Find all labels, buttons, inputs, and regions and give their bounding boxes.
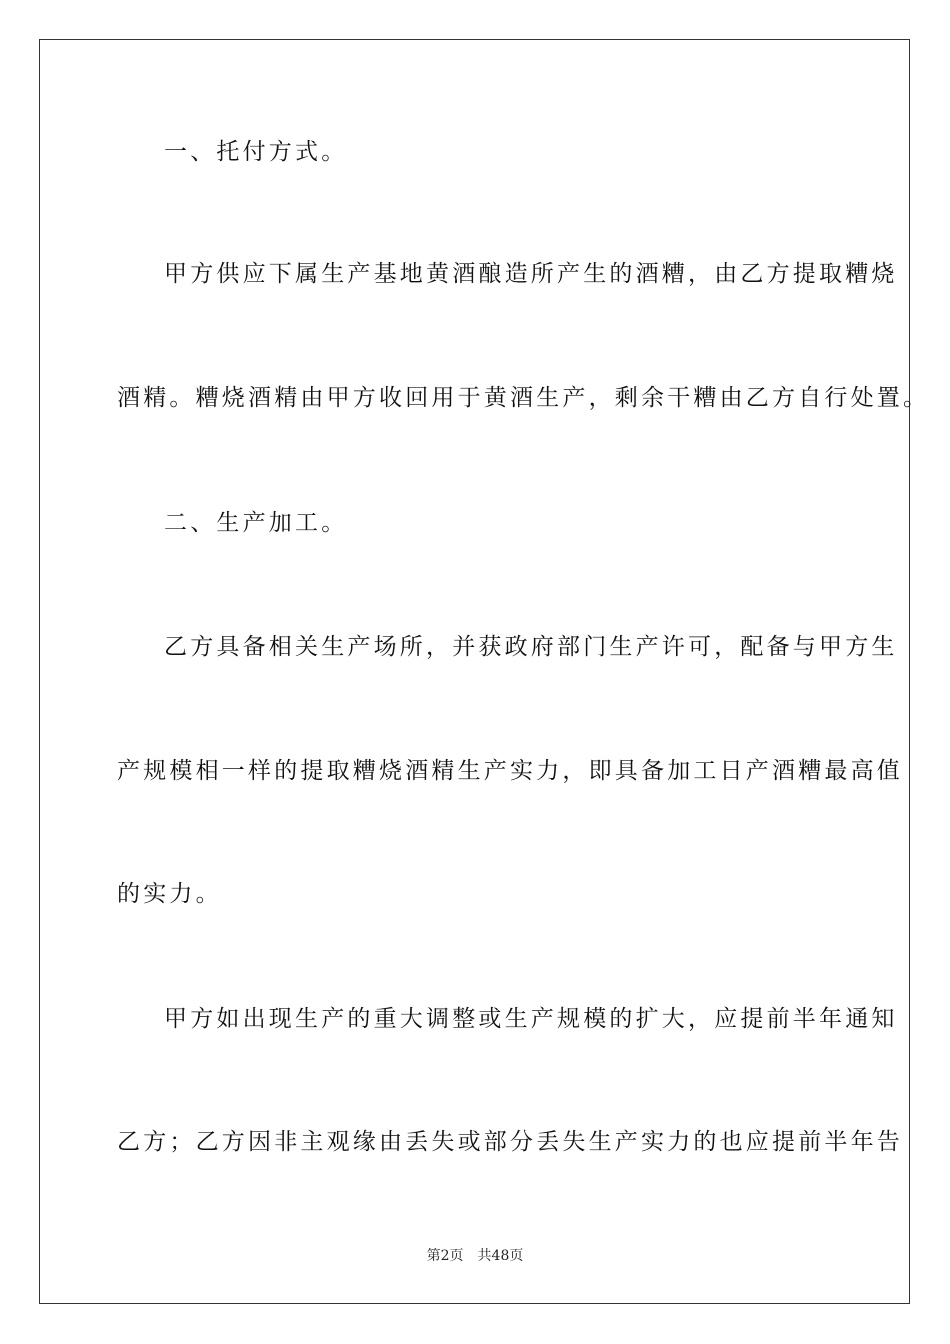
paragraph-line: 乙方；乙方因非主观缘由丢失或部分丢失生产实力的也应提前半年告 xyxy=(117,1129,903,1155)
section-heading-2: 二、生产加工。 xyxy=(164,510,348,536)
paragraph-line: 甲方供应下属生产基地黄酒酿造所产生的酒糟，由乙方提取糟烧 xyxy=(164,261,898,287)
paragraph-line: 酒精。糟烧酒精由甲方收回用于黄酒生产，剩余干糟由乙方自行处置。 xyxy=(117,385,930,411)
page-border xyxy=(39,39,910,1304)
paragraph-line: 的实力。 xyxy=(117,881,222,907)
page-number: 第2页 xyxy=(426,1248,464,1264)
paragraph-line: 产规模相一样的提取糟烧酒精生产实力，即具备加工日产酒糟最高值 xyxy=(117,758,903,784)
section-heading-1: 一、托付方式。 xyxy=(164,139,348,165)
paragraph-line: 乙方具备相关生产场所，并获政府部门生产许可，配备与甲方生 xyxy=(164,634,898,660)
total-pages: 共48页 xyxy=(477,1248,524,1264)
page-footer xyxy=(0,1246,950,1266)
paragraph-line: 甲方如出现生产的重大调整或生产规模的扩大，应提前半年通知 xyxy=(164,1006,898,1032)
